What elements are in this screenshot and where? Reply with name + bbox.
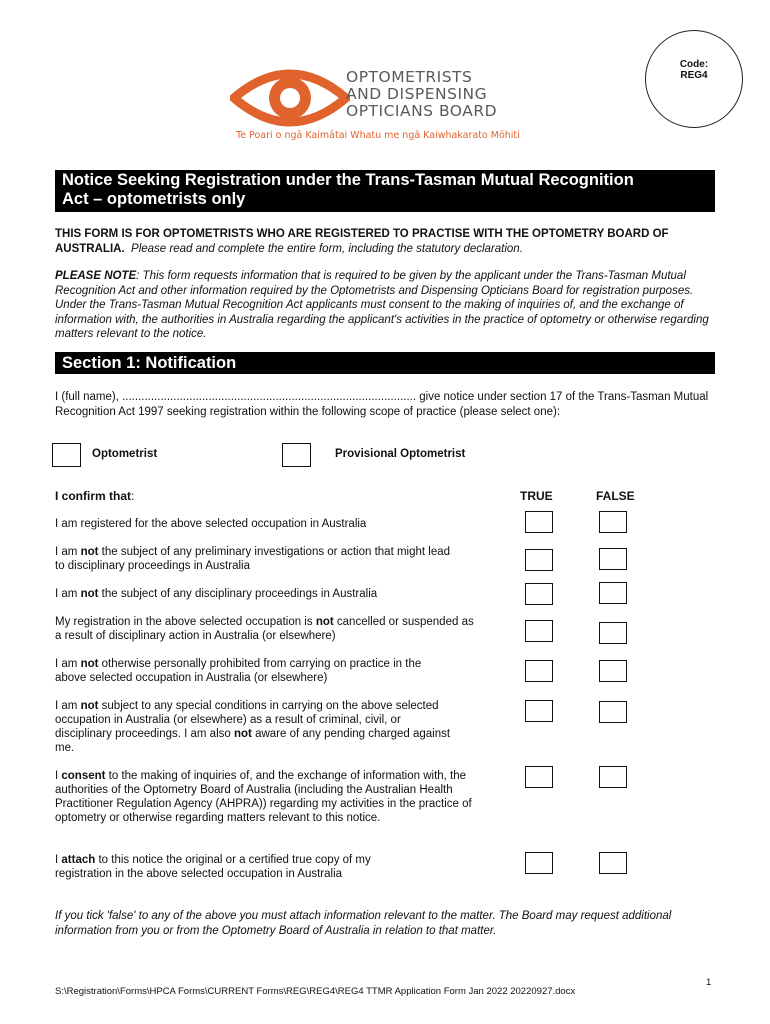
org-name-line1: OPTOMETRISTS — [346, 68, 473, 86]
please-note-label: PLEASE NOTE — [55, 270, 137, 282]
statement-attach — [55, 853, 405, 881]
statement-post: to the making of inquiries of, and the exchange of information with, the authorities of the Optometry Board of Australia (including the Australian Health Practitioner Regulation Agency (AHPRA)) regarding my activities in the practice of optometry or otherwise regarding matters relevant to this notice. — [55, 770, 472, 824]
statement-bold: not — [315, 616, 334, 628]
form-code-badge — [645, 30, 743, 128]
code-label: Code: — [679, 59, 709, 70]
statement-pre: I am — [55, 588, 81, 600]
form-title-line2: Act – optometrists only — [62, 190, 246, 208]
board-logo — [220, 52, 550, 152]
intro-italic: Please read and complete the entire form, including the statutory declaration. — [131, 242, 523, 255]
statement-post: otherwise personally prohibited from carrying on practice in the above selected occupation in Australia (or elsewhere) — [55, 658, 422, 684]
file-path-footer: S:\Registration\Forms\HPCA Forms\CURRENT Forms\REG\REG4\REG4 TTMR Application Form Jan 2022 20220927.docx — [55, 986, 576, 997]
optometrist-option-label: Optometrist — [92, 448, 158, 460]
optometrist-checkbox[interactable] — [52, 443, 81, 467]
please-note-text: : This form requests information that is required to be given by the applicant under the Trans-Tasman Mutual Recognition Act and other information required by the Optometrists and Dispensing Opticians Board for registration purposes. Under the Trans-Tasman Mutual Recognition Act applicants must consent to the making of inquiries of, and the exchange of information with, the authorities in Australia regarding the applicant's activities in the practice of optometry or otherwise regarding matters relevant to the notice. — [55, 270, 709, 340]
statement-post: the subject of any preliminary investigations or action that might lead to disciplinary proceedings in Australia — [55, 546, 451, 572]
form-title-line1: Notice Seeking Registration under the Trans-Tasman Mutual Recognition — [62, 171, 634, 189]
statement-registered-false-checkbox[interactable] — [599, 511, 627, 533]
please-note-paragraph — [55, 269, 715, 342]
statement-pre: I am — [55, 700, 81, 712]
statement-registered — [55, 517, 495, 531]
statement-no-conditions-false-checkbox[interactable] — [599, 701, 627, 723]
statement-bold: attach — [61, 854, 96, 866]
statement-no-conditions — [55, 699, 460, 755]
intro-paragraph — [55, 227, 710, 256]
confirm-text: I confirm that — [55, 489, 132, 503]
statement-registered-true-checkbox[interactable] — [525, 511, 553, 533]
statement-attach-false-checkbox[interactable] — [599, 852, 627, 874]
statement-bold: not — [80, 588, 99, 600]
statement-pre: I am registered for the above selected occupation in Australia — [55, 518, 367, 530]
statement-no-conditions-true-checkbox[interactable] — [525, 700, 553, 722]
confirm-label — [55, 489, 134, 503]
false-tick-note: If you tick 'false' to any of the above you must attach information relevant to the matter. The Board may request additional information from you or from the Optometry Board of Australia in relation to that matter. — [55, 910, 672, 937]
org-name-line3: OPTICIANS BOARD — [346, 102, 498, 120]
statement-post: subject to any special conditions in carrying on the above selected occupation in Australia (or elsewhere) as a result of criminal, civil, or disciplinary proceedings. I am also — [55, 700, 439, 740]
statement-not-prohibited-true-checkbox[interactable] — [525, 660, 553, 682]
code-value: REG4 — [680, 70, 708, 81]
page-number: 1 — [706, 977, 712, 988]
statement-no-investigations — [55, 545, 455, 573]
statement-not-cancelled-true-checkbox[interactable] — [525, 620, 553, 642]
statement-consent-false-checkbox[interactable] — [599, 766, 627, 788]
statement-not-prohibited — [55, 657, 445, 685]
statement-not-prohibited-false-checkbox[interactable] — [599, 660, 627, 682]
org-tagline: Te Poari o ngā Kaimātai Whatu me ngā Kaiwhakarato Mōhiti — [236, 130, 520, 141]
statement-bold: not — [80, 658, 99, 670]
statement-no-investigations-true-checkbox[interactable] — [525, 549, 553, 571]
form-title — [55, 170, 715, 212]
statement-bold2: not — [233, 728, 252, 740]
statement-post2: aware of any pending charged against me. — [55, 728, 451, 754]
statement-consent — [55, 769, 485, 825]
statement-post: to this notice the original or a certified true copy of my registration in the above selected occupation in Australia — [55, 854, 371, 880]
statement-attach-true-checkbox[interactable] — [525, 852, 553, 874]
eye-logo-icon — [230, 58, 350, 138]
confirm-colon: : — [131, 489, 135, 503]
statement-no-proceedings-true-checkbox[interactable] — [525, 583, 553, 605]
true-column-header: TRUE — [520, 489, 553, 503]
full-name-declaration: I (full name), ............................................................................................ give notice under section 17 of the Trans-Tasman Mutual Recognition Act 1997 seeking registration within the following scope of practice (please select one): — [55, 391, 709, 418]
statement-not-cancelled-false-checkbox[interactable] — [599, 622, 627, 644]
statement-not-cancelled — [55, 615, 475, 643]
statement-pre: I am — [55, 658, 81, 670]
statement-bold: consent — [61, 770, 106, 782]
statement-bold: not — [80, 700, 99, 712]
org-name — [346, 69, 497, 120]
provisional-optometrist-option-label: Provisional Optometrist — [335, 448, 466, 460]
statement-consent-true-checkbox[interactable] — [525, 766, 553, 788]
statement-no-investigations-false-checkbox[interactable] — [599, 548, 627, 570]
intro-bold: THIS FORM IS FOR OPTOMETRISTS WHO ARE REGISTERED TO PRACTISE WITH THE OPTOMETRY BOARD OF AUSTRALIA. — [55, 228, 669, 255]
false-column-header: FALSE — [596, 489, 635, 503]
statement-pre: My registration in the above selected occupation is — [55, 616, 316, 628]
section1-heading: Section 1: Notification — [55, 352, 715, 374]
statement-pre: I am — [55, 546, 81, 558]
statement-pre: I — [55, 770, 62, 782]
provisional-optometrist-checkbox[interactable] — [282, 443, 311, 467]
statement-no-proceedings-false-checkbox[interactable] — [599, 582, 627, 604]
statement-pre: I — [55, 854, 62, 866]
statement-bold: not — [80, 546, 99, 558]
statement-post: the subject of any disciplinary proceedings in Australia — [98, 588, 378, 600]
org-name-line2: AND DISPENSING — [346, 85, 488, 103]
statement-no-proceedings — [55, 587, 495, 601]
statement-post: cancelled or suspended as a result of disciplinary action in Australia (or elsewhere) — [55, 616, 474, 642]
